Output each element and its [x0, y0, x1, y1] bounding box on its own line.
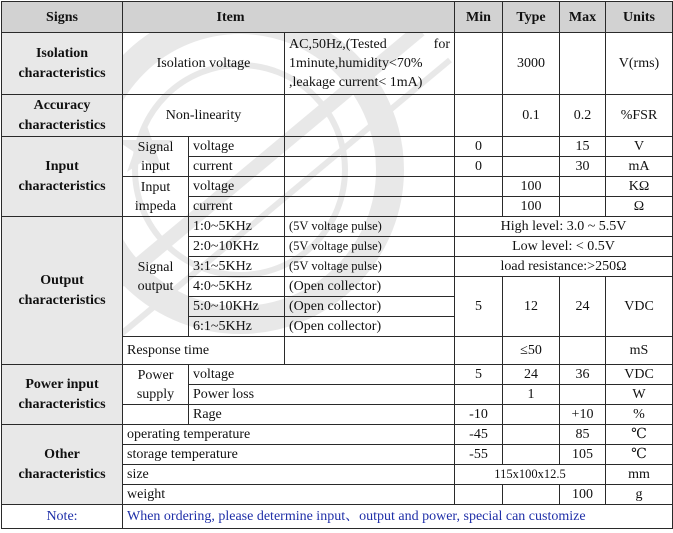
weight-max: 100 [560, 485, 606, 505]
header-row [2, 2, 673, 33]
input-condition [285, 137, 455, 157]
input-param: current [189, 197, 285, 217]
isolation-max [560, 33, 606, 95]
output-signal-label: Signal output [123, 217, 189, 337]
power-param: Power loss [189, 385, 455, 405]
output-condition: (Open collector) [285, 297, 455, 317]
power-max: 36 [560, 365, 606, 385]
weight-units: g [606, 485, 673, 505]
output-oc-units: VDC [606, 277, 673, 337]
response-condition [285, 337, 455, 365]
response-max [560, 337, 606, 365]
input-units: mA [606, 157, 673, 177]
power-blank [123, 405, 189, 425]
response-min [455, 337, 503, 365]
header-item: Item [123, 2, 455, 33]
other-units: ℃ [606, 445, 673, 465]
input-max [560, 197, 606, 217]
response-units: mS [606, 337, 673, 365]
accuracy-min [455, 95, 503, 137]
header-type: Type [503, 2, 560, 33]
input-param: voltage [189, 137, 285, 157]
other-type [503, 425, 560, 445]
input-type [503, 157, 560, 177]
output-mode: 3:1~5KHz [189, 257, 285, 277]
size-value: 115x100x12.5 [455, 465, 606, 485]
group-output: Output characteristics [2, 217, 123, 365]
other-row [2, 425, 673, 445]
power-units: W [606, 385, 673, 405]
other-units: ℃ [606, 425, 673, 445]
output-oc-max: 24 [560, 277, 606, 337]
other-param: storage temperature [123, 445, 455, 465]
spec-table [1, 1, 673, 529]
output-high-level: High level: 3.0 ~ 5.5V [455, 217, 673, 237]
power-type: 24 [503, 365, 560, 385]
accuracy-row [2, 95, 673, 137]
input-min: 0 [455, 157, 503, 177]
input-condition [285, 177, 455, 197]
input-condition [285, 157, 455, 177]
power-supply-label: Power supply [123, 365, 189, 405]
size-label: size [123, 465, 455, 485]
group-other: Other characteristics [2, 425, 123, 505]
power-units: % [606, 405, 673, 425]
other-max: 85 [560, 425, 606, 445]
isolation-condition: AC,50Hz,(Tested for 1minute,humidity<70% ,leakage current< 1mA) [285, 33, 455, 95]
other-max: 105 [560, 445, 606, 465]
power-min [455, 385, 503, 405]
accuracy-units: %FSR [606, 95, 673, 137]
isolation-min [455, 33, 503, 95]
input-units: V [606, 137, 673, 157]
isolation-row [2, 33, 673, 95]
input-max [560, 177, 606, 197]
other-min: -55 [455, 445, 503, 465]
power-units: VDC [606, 365, 673, 385]
input-type: 100 [503, 177, 560, 197]
power-type: 1 [503, 385, 560, 405]
output-load-resistance: load resistance:>250Ω [455, 257, 673, 277]
output-mode: 6:1~5KHz [189, 317, 285, 337]
header-max: Max [560, 2, 606, 33]
output-oc-min: 5 [455, 277, 503, 337]
output-condition: (5V voltage pulse) [285, 257, 455, 277]
input-max: 15 [560, 137, 606, 157]
accuracy-condition [285, 95, 455, 137]
output-condition: (5V voltage pulse) [285, 237, 455, 257]
input-units: KΩ [606, 177, 673, 197]
response-type: ≤50 [503, 337, 560, 365]
isolation-item: Isolation voltage [123, 33, 285, 95]
power-row [2, 365, 673, 385]
note-text: When ordering, please determine input、output and power, special can customize [123, 505, 673, 529]
input-signal-label: Signal input [123, 137, 189, 177]
note-row [2, 505, 673, 529]
input-max: 30 [560, 157, 606, 177]
input-units: Ω [606, 197, 673, 217]
group-accuracy: Accuracy characteristics [2, 95, 123, 137]
input-min [455, 197, 503, 217]
power-min: -10 [455, 405, 503, 425]
power-max [560, 385, 606, 405]
isolation-units: V(rms) [606, 33, 673, 95]
output-condition: (Open collector) [285, 277, 455, 297]
input-type: 100 [503, 197, 560, 217]
other-type [503, 445, 560, 465]
input-row [2, 137, 673, 157]
input-type [503, 137, 560, 157]
weight-label: weight [123, 485, 455, 505]
output-mode: 2:0~10KHz [189, 237, 285, 257]
accuracy-max: 0.2 [560, 95, 606, 137]
output-row [2, 217, 673, 237]
other-param: operating temperature [123, 425, 455, 445]
weight-type [503, 485, 560, 505]
power-type [503, 405, 560, 425]
group-input: Input characteristics [2, 137, 123, 217]
spec-sheet [1, 1, 673, 529]
weight-min [455, 485, 503, 505]
isolation-type: 3000 [503, 33, 560, 95]
input-min: 0 [455, 137, 503, 157]
output-oc-type: 12 [503, 277, 560, 337]
power-param: Rage [189, 405, 455, 425]
input-impeda-label: Input impeda [123, 177, 189, 217]
input-min [455, 177, 503, 197]
header-signs: Signs [2, 2, 123, 33]
power-param: voltage [189, 365, 455, 385]
size-units: mm [606, 465, 673, 485]
accuracy-type: 0.1 [503, 95, 560, 137]
power-min: 5 [455, 365, 503, 385]
input-param: voltage [189, 177, 285, 197]
other-min: -45 [455, 425, 503, 445]
output-condition: (Open collector) [285, 317, 455, 337]
header-units: Units [606, 2, 673, 33]
note-label: Note: [2, 505, 123, 529]
power-max: +10 [560, 405, 606, 425]
response-item: Response time [123, 337, 285, 365]
input-condition [285, 197, 455, 217]
group-isolation: Isolation characteristics [2, 33, 123, 95]
output-low-level: Low level: < 0.5V [455, 237, 673, 257]
accuracy-item: Non-linearity [123, 95, 285, 137]
output-mode: 5:0~10KHz [189, 297, 285, 317]
group-power: Power input characteristics [2, 365, 123, 425]
output-condition: (5V voltage pulse) [285, 217, 455, 237]
output-mode: 4:0~5KHz [189, 277, 285, 297]
output-mode: 1:0~5KHz [189, 217, 285, 237]
input-param: current [189, 157, 285, 177]
header-min: Min [455, 2, 503, 33]
